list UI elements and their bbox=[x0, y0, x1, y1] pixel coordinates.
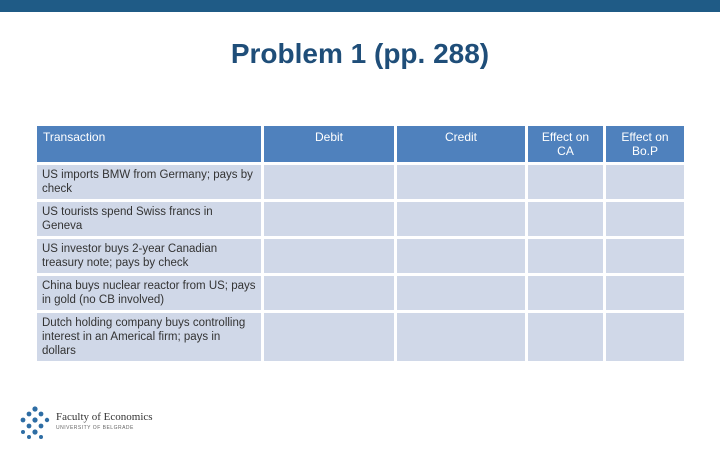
transactions-table bbox=[34, 123, 687, 364]
transaction-cell: US investor buys 2-year Canadian treasury note; pays by check bbox=[37, 239, 261, 273]
credit-cell bbox=[397, 165, 525, 199]
effect-ca-cell bbox=[528, 313, 603, 361]
table-row bbox=[37, 165, 684, 199]
faculty-logo bbox=[18, 406, 168, 440]
effect-ca-cell bbox=[528, 202, 603, 236]
transaction-cell: US imports BMW from Germany; pays by check bbox=[37, 165, 261, 199]
table-row bbox=[37, 202, 684, 236]
table-row bbox=[37, 313, 684, 361]
transaction-cell: Dutch holding company buys controlling interest in an Americal firm; pays in dollars bbox=[37, 313, 261, 361]
effect-bop-cell bbox=[606, 276, 684, 310]
credit-cell bbox=[397, 276, 525, 310]
debit-cell bbox=[264, 165, 394, 199]
top-bar bbox=[0, 0, 720, 12]
debit-cell bbox=[264, 239, 394, 273]
effect-ca-cell bbox=[528, 165, 603, 199]
transaction-cell: US tourists spend Swiss francs in Geneva bbox=[37, 202, 261, 236]
debit-cell bbox=[264, 202, 394, 236]
logo-dots-icon bbox=[18, 406, 52, 440]
effect-ca-cell bbox=[528, 276, 603, 310]
effect-ca-cell bbox=[528, 239, 603, 273]
debit-cell bbox=[264, 276, 394, 310]
header-effect-ca: Effect on CA bbox=[528, 126, 603, 162]
slide-title: Problem 1 (pp. 288) bbox=[230, 38, 490, 69]
table-header-row bbox=[37, 126, 684, 162]
table-row bbox=[37, 239, 684, 273]
header-effect-bop: Effect on Bo.P bbox=[606, 126, 684, 162]
transaction-cell: China buys nuclear reactor from US; pays in gold (no CB involved) bbox=[37, 276, 261, 310]
header-credit: Credit bbox=[397, 126, 525, 162]
effect-bop-cell bbox=[606, 313, 684, 361]
logo-text: Faculty of Economics bbox=[56, 411, 153, 423]
header-debit: Debit bbox=[264, 126, 394, 162]
debit-cell bbox=[264, 313, 394, 361]
effect-bop-cell bbox=[606, 165, 684, 199]
credit-cell bbox=[397, 239, 525, 273]
table-row bbox=[37, 276, 684, 310]
credit-cell bbox=[397, 313, 525, 361]
header-transaction: Transaction bbox=[37, 126, 261, 162]
logo-subtext: UNIVERSITY OF BELGRADE bbox=[56, 425, 134, 431]
credit-cell bbox=[397, 202, 525, 236]
effect-bop-cell bbox=[606, 239, 684, 273]
effect-bop-cell bbox=[606, 202, 684, 236]
